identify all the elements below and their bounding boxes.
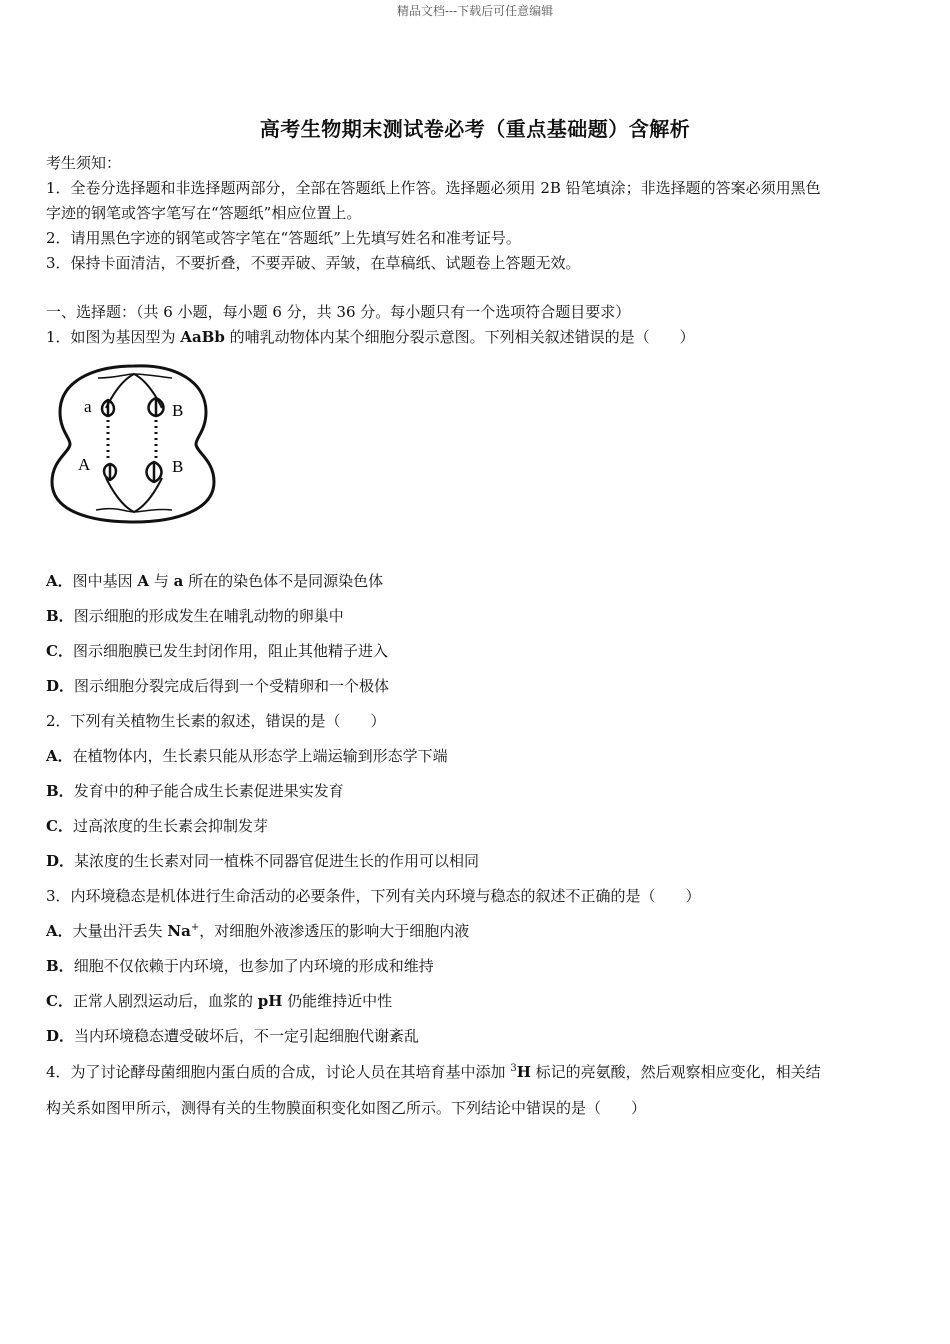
q4-chem: H: [516, 1063, 531, 1081]
q2-option-a: [46, 746, 906, 766]
q3-option-d: [46, 1026, 906, 1046]
q2-option-d-letter: D．: [46, 852, 75, 870]
q2-option-c-letter: C．: [46, 817, 73, 835]
q2-option-c: [46, 816, 906, 836]
q3-option-a: [46, 921, 906, 941]
instructions-heading: 考生须知：: [46, 154, 122, 172]
question-2-stem: 2．下列有关植物生长素的叙述，错误的是（ ）: [46, 712, 386, 730]
q1-option-a-gene-a: a: [173, 572, 184, 590]
q3-option-c-pre: 正常人剧烈运动后，血浆的: [72, 992, 258, 1010]
instruction-1a: 1．全卷分选择题和非选择题两部分，全部在答题纸上作答。选择题必须用 2B 铅笔填涂；非选择题的答案必须用黑色: [46, 179, 821, 197]
question-3-stem: 3．内环境稳态是机体进行生命活动的必要条件，下列有关内环境与稳态的叙述不正确的是（ ）: [46, 887, 701, 905]
q3-option-c: [46, 991, 906, 1011]
chromosome-top-left: [102, 400, 114, 416]
label-A: A: [78, 455, 91, 474]
header-note: 精品文档---下载后可任意编辑: [396, 4, 554, 18]
q3-option-d-text: 当内环境稳态遭受破坏后，不一定引起细胞代谢紊乱: [74, 1027, 420, 1045]
cell-division-diagram: [46, 360, 221, 525]
q3-option-b-letter: B．: [46, 957, 74, 975]
q1-option-a-post: 所在的染色体不是同源染色体: [183, 572, 384, 590]
instruction-1b: 字迹的钢笔或答字笔写在“答题纸”相应位置上。: [46, 204, 362, 222]
instruction-3: 3．保持卡面清洁，不要折叠，不要弄破、弄皱，在草稿纸、试题卷上答题无效。: [46, 254, 581, 272]
spindle-top: [106, 374, 162, 408]
q2-option-a-letter: A．: [46, 747, 73, 765]
q3-option-c-post: 仍能维持近中性: [282, 992, 393, 1010]
cell-outline: [52, 366, 214, 522]
q2-option-d: [46, 851, 906, 871]
q1-option-c-text: 图示细胞膜已发生封闭作用，阻止其他精子进入: [72, 642, 388, 660]
q3-option-a-post: ，对细胞外液渗透压的影响大于细胞内液: [199, 922, 470, 940]
q4-sup: 3: [510, 1063, 517, 1074]
q1-option-a-pre: 图中基因: [72, 572, 138, 590]
chromosome-bottom-right: [147, 462, 162, 482]
q1-option-d-letter: D．: [46, 677, 75, 695]
q1-option-a: [46, 571, 906, 591]
chromosome-bottom-left: [104, 464, 116, 480]
q3-option-a-chem: Na: [167, 922, 191, 940]
q1-stem-post: 的哺乳动物体内某个细胞分裂示意图。下列相关叙述错误的是（ ）: [224, 328, 695, 346]
q1-stem-pre: 1．如图为基因型为: [46, 328, 181, 346]
label-B-bottom: B: [172, 457, 184, 476]
q3-option-a-pre: 大量出汗丢失: [72, 922, 168, 940]
question-1-stem: [46, 327, 906, 347]
label-B-top: B: [172, 401, 184, 420]
label-a: a: [84, 397, 92, 416]
page-title: 高考生物期末测试卷必考（重点基础题）含解析: [259, 117, 691, 141]
question-4-line-1: [46, 1062, 906, 1082]
q3-option-a-sup: +: [190, 922, 200, 933]
q2-option-b-letter: B．: [46, 782, 74, 800]
q1-option-a-mid: 与: [149, 572, 174, 590]
q4-line1-pre: 4．为了讨论酵母菌细胞内蛋白质的合成，讨论人员在其培育基中添加: [46, 1063, 511, 1081]
q2-option-b: [46, 781, 906, 801]
q1-option-a-gene-A: A: [137, 572, 150, 590]
section-heading: 一、选择题：（共 6 小题，每小题 6 分，共 36 分。每小题只有一个选项符合题目要求）: [46, 303, 631, 321]
q1-genotype: AaBb: [180, 328, 225, 346]
q3-option-b: [46, 956, 906, 976]
q3-option-a-letter: A．: [46, 922, 73, 940]
q2-option-d-text: 某浓度的生长素对同一植株不同器官促进生长的作用可以相同: [74, 852, 480, 870]
question-4-line-2: 构关系如图甲所示，测得有关的生物膜面积变化如图乙所示。下列结论中错误的是（ ）: [46, 1099, 647, 1117]
q2-option-b-text: 发育中的种子能合成生长素促进果实发育: [73, 782, 344, 800]
instruction-2: 2．请用黑色字迹的钢笔或答字笔在“答题纸”上先填写姓名和准考证号。: [46, 229, 521, 247]
q4-line1-post: 标记的亮氨酸，然后观察相应变化，相关结: [530, 1063, 821, 1081]
q1-option-a-letter: A．: [46, 572, 73, 590]
q1-option-b-text: 图示细胞的形成发生在哺乳动物的卵巢中: [73, 607, 344, 625]
q3-option-b-text: 细胞不仅依赖于内环境，也参加了内环境的形成和维持: [73, 957, 434, 975]
q2-option-a-text: 在植物体内，生长素只能从形态学上端运输到形态学下端: [72, 747, 448, 765]
q3-option-d-letter: D．: [46, 1027, 75, 1045]
q1-option-c: [46, 641, 906, 661]
q1-option-d-text: 图示细胞分裂完成后得到一个受精卵和一个极体: [74, 677, 390, 695]
q3-option-c-chem: pH: [257, 992, 283, 1010]
q1-option-c-letter: C．: [46, 642, 73, 660]
q1-option-d: [46, 676, 906, 696]
q3-option-c-letter: C．: [46, 992, 73, 1010]
q2-option-c-text: 过高浓度的生长素会抑制发芽: [72, 817, 268, 835]
q1-option-b: [46, 606, 906, 626]
q1-option-b-letter: B．: [46, 607, 74, 625]
